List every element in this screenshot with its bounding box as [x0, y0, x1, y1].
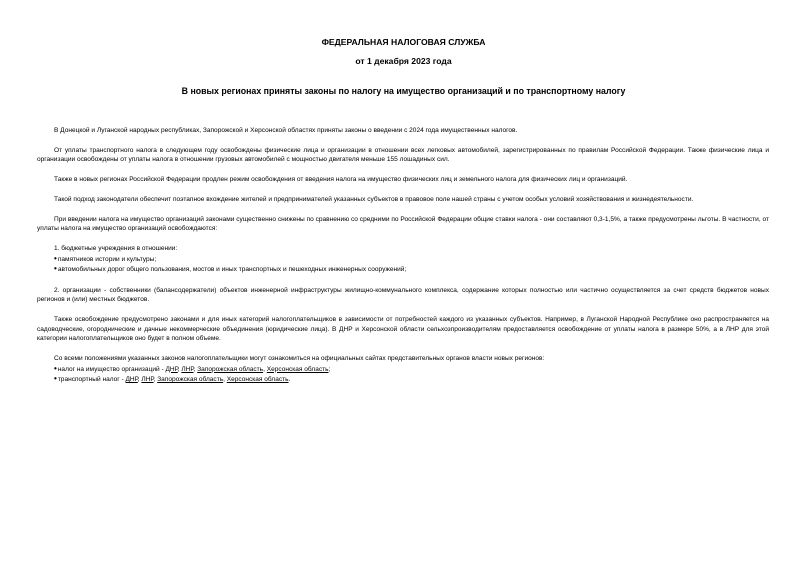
link-kherson[interactable]: Херсонская область [226, 376, 289, 384]
link-kherson[interactable]: Херсонская область [266, 365, 329, 373]
paragraph-intro: В Донецкой и Луганской народных республиках, Запорожской и Херсонской областях приняты законы о введении с 2024 года имущественных налогов. [54, 127, 518, 134]
separator: , [193, 365, 198, 373]
separator: , [137, 376, 142, 384]
document-date: от 1 декабря 2023 года [355, 56, 452, 66]
separator: , [153, 376, 158, 384]
link-lnr[interactable]: ЛНР [181, 365, 194, 373]
paragraph-other-categories: Также освобождение предусмотрено законами и для иных категорий налогоплательщиков в зависимости от потребностей каждого из указанных субъектов. Например, в Луганской Народной Республике оно распространяется на садоводческие, огороднические и дачные некоммерческие объединения (юридические лица). В ДНР и Херсонской области сельхозпроизводителям предоставляется освобождение от уплаты налога в размере 50%, а в ЛНР для этой категории налогоплательщиков оно будет в полном объеме. [37, 315, 769, 343]
end-punctuation: ; [328, 365, 331, 373]
document-title: В новых регионах приняты законы по налогу на имущество организаций и по транспортному налогу [181, 86, 626, 96]
transport-tax-links [37, 374, 769, 385]
paragraph-extension: Также в новых регионах Российской Федерации продлен режим освобождения от введения налога на имущество физических лиц и земельного налога для физических лиц и организаций. [54, 176, 628, 184]
link-dnr[interactable]: ДНР [165, 365, 178, 373]
link-lnr[interactable]: ЛНР [141, 376, 154, 384]
separator: , [223, 376, 227, 384]
link-zaporozhye[interactable]: Запорожская область [157, 376, 224, 384]
paragraph-rates: При введении налога на имущество организаций законами существенно снижены по сравнению со средними по Российской Федерации общие ставки налога - они составляют 0,3-1,5%, а также предусмотрены льготы. В частности, от уплаты налога на имущество организаций освобождаются: [37, 215, 769, 233]
separator: , [263, 365, 267, 373]
bullet-icon: • [54, 264, 57, 274]
bullet-icon: • [54, 253, 57, 263]
link-group-label: транспортный налог - [57, 376, 126, 384]
list-item [37, 264, 769, 275]
bullet-icon: • [54, 374, 57, 384]
paragraph-transport-exemption: От уплаты транспортного налога в следующем году освобождены физические лица и организации в отношении всех легковых автомобилей, зарегистрированных по правилам Российской Федерации. Также физические лица и организации освобождены от уплаты налога в отношении грузовых автомобилей с мощностью двигателя меньше 155 лошадиных сил. [37, 146, 769, 164]
separator: , [177, 365, 182, 373]
document-body [37, 126, 769, 385]
paragraph-organizations: 2. организации - собственники (балансодержатели) объектов инженерной инфраструктуры жилищно-коммунального комплекса, содержание которых полностью или частично осуществляется за счет средств бюджетов новых регионов и (или) местных бюджетов. [37, 286, 769, 304]
list-item-text: памятников истории и культуры; [57, 255, 157, 263]
bullet-icon: • [54, 363, 57, 373]
link-group-label: налог на имущество организаций - [57, 365, 166, 373]
list-item [37, 254, 769, 265]
paragraph-sites: Со всеми положениями указанных законов налогоплательщики могут ознакомиться на официальных сайтах представительных органов власти новых регионов: [54, 355, 545, 363]
end-punctuation: . [288, 376, 291, 384]
link-dnr[interactable]: ДНР [125, 376, 138, 384]
list-item-text: автомобильных дорог общего пользования, мостов и иных транспортных и пешеходных инженерных сооружений; [57, 266, 407, 274]
property-tax-links [37, 364, 769, 375]
paragraph-approach: Такой подход законодатели обеспечит поэтапное вхождение жителей и предпринимателей указанных субъектов в правовое поле нашей страны с учетом особых условий хозяйствования и жизнедеятельности. [54, 195, 694, 203]
agency-name: ФЕДЕРАЛЬНАЯ НАЛОГОВАЯ СЛУЖБА [321, 37, 486, 47]
link-zaporozhye[interactable]: Запорожская область [197, 365, 264, 373]
list-heading: 1. бюджетные учреждения в отношении: [54, 244, 178, 252]
